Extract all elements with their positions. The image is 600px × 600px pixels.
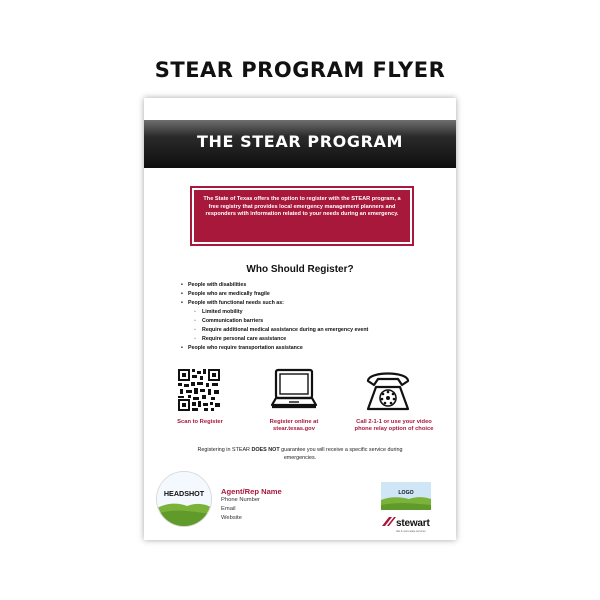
list-item: • People who are medically fragile [180,290,368,299]
telephone-icon[interactable] [362,367,414,415]
banner-title: THE STEAR PROGRAM [196,132,404,151]
stewart-brand: stewart [396,518,430,529]
register-online-caption-line1: Register online at [269,419,319,425]
flyer [144,98,456,540]
list-subitem: ◦ Require additional medical assistance during an emergency event [180,326,368,335]
list-subitem: ◦ Communication barriers [180,317,368,326]
logo-landscape-icon [381,482,431,510]
laptop-icon[interactable] [270,367,318,413]
call-caption-line2: phone relay option of choice [354,426,434,433]
agent-phone: Phone Number [221,497,260,503]
qr-code-icon[interactable] [178,369,220,411]
disclaimer-text-end: guarantee you will receive a specific service during emergencies. [279,447,403,461]
stewart-tagline: title & real estate services [396,530,426,533]
agent-name: Agent/Rep Name [221,487,282,496]
list-item: • People who require transportation assistance [180,344,368,353]
list-subitem: ◦ Require personal care assistance [180,335,368,344]
intro-text: The State of Texas offers the option to register with the STEAR program, a free registry that provides local emergency management planners and responders with information related to your needs during an emergency. [203,196,401,218]
who-should-register-heading: Who Should Register? [246,264,354,275]
headshot-label: HEADSHOT [163,489,205,498]
disclaimer-emphasis: DOES NOT [251,447,280,453]
headshot-landscape-icon [157,472,211,526]
stewart-logo-mark-icon [382,516,396,528]
register-online-url[interactable]: stear.texas.gov [273,426,315,433]
agent-email: Email [221,506,236,512]
title-banner [144,120,456,168]
disclaimer [184,447,416,462]
list-item: • People with functional needs such as: [180,299,368,308]
call-caption-line1: Call 2-1-1 or use your video [356,419,432,425]
list-subitem: ◦ Limited mobility [180,308,368,317]
page-heading: STEAR PROGRAM FLYER [154,58,446,82]
scan-caption: Scan to Register [177,419,223,425]
headshot-placeholder [157,472,211,526]
logo-label: LOGO [398,490,414,496]
logo-placeholder [381,482,431,510]
call-caption [344,419,444,434]
eligibility-list [180,281,368,353]
register-online-caption [248,419,340,434]
list-item: • People with disabilities [180,281,368,290]
disclaimer-text: Registering in STEAR [197,447,252,453]
agent-website: Website [221,515,242,521]
intro-box [190,186,414,246]
